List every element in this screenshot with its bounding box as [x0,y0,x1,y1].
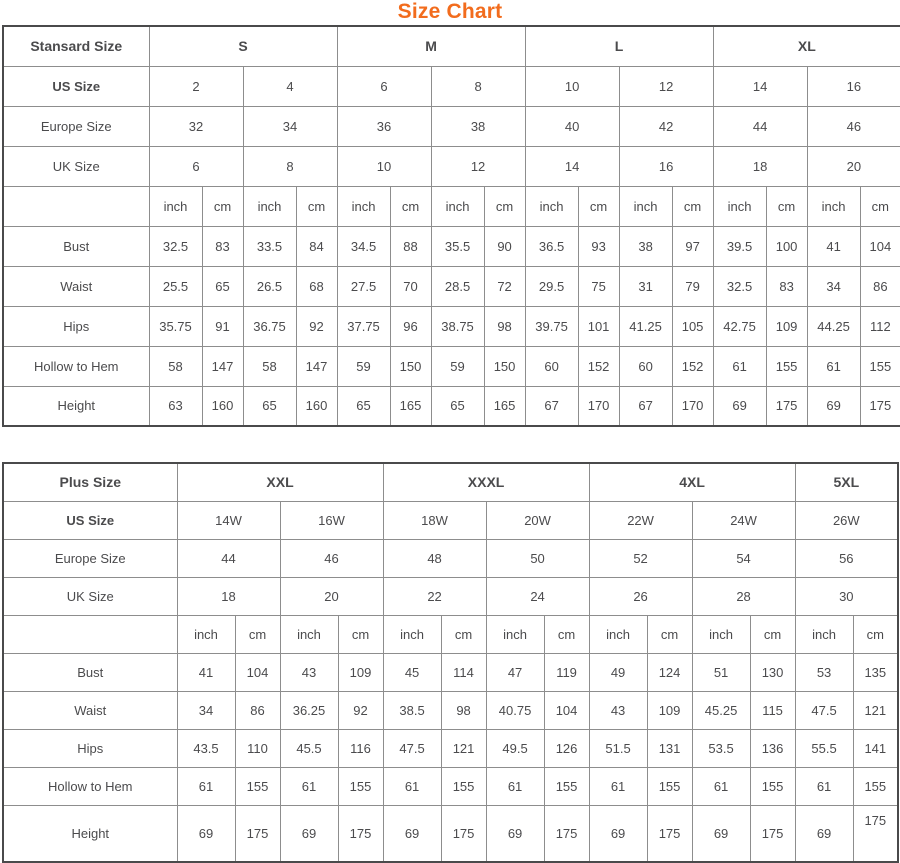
measure-value-cm: 101 [578,306,619,346]
size-value: 26 [589,577,692,615]
size-value: 14 [713,66,807,106]
measure-value-cm: 155 [860,346,900,386]
measure-value-cm: 93 [578,226,619,266]
measure-value-inch: 61 [692,767,750,805]
size-value: 12 [619,66,713,106]
measure-value-cm: 165 [484,386,525,426]
unit-label-inch: inch [807,186,860,226]
measure-value-cm: 121 [853,691,898,729]
unit-label-inch: inch [177,615,235,653]
measure-value-inch: 61 [280,767,338,805]
measure-value-inch: 69 [589,805,647,862]
size-value: 28 [692,577,795,615]
measure-value-inch: 67 [619,386,672,426]
measure-value-inch: 69 [383,805,441,862]
measure-value-inch: 51.5 [589,729,647,767]
size-value: 14W [177,501,280,539]
measure-value-inch: 59 [337,346,390,386]
measure-value-inch: 61 [486,767,544,805]
unit-label-inch: inch [149,186,202,226]
size-value: 22 [383,577,486,615]
unit-label-cm: cm [750,615,795,653]
row-label: Height [3,805,177,862]
size-row [3,577,898,615]
measure-value-inch: 49 [589,653,647,691]
measure-row [3,226,900,266]
measure-value-cm: 119 [544,653,589,691]
row-label: Hollow to Hem [3,346,149,386]
measure-value-inch: 40.75 [486,691,544,729]
size-value: 44 [713,106,807,146]
size-row [3,501,898,539]
measure-value-cm: 136 [750,729,795,767]
measure-value-cm: 121 [441,729,486,767]
measure-value-cm: 150 [390,346,431,386]
size-value: 18W [383,501,486,539]
size-value: 56 [795,539,898,577]
unit-label-inch: inch [713,186,766,226]
measure-value-cm: 155 [338,767,383,805]
measure-value-inch: 38 [619,226,672,266]
unit-label-inch: inch [431,186,484,226]
measure-value-cm: 97 [672,226,713,266]
measure-value-cm: 175 [750,805,795,862]
measure-value-inch: 69 [692,805,750,862]
size-group-label: XL [713,26,900,66]
unit-label-inch: inch [525,186,578,226]
unit-label-inch: inch [619,186,672,226]
unit-label-cm: cm [578,186,619,226]
size-value: 44 [177,539,280,577]
size-value: 32 [149,106,243,146]
measure-value-cm: 124 [647,653,692,691]
measure-value-cm: 104 [544,691,589,729]
size-value: 4 [243,66,337,106]
measure-value-inch: 60 [619,346,672,386]
measure-value-inch: 55.5 [795,729,853,767]
size-value: 54 [692,539,795,577]
unit-label-inch: inch [692,615,750,653]
measure-value-cm: 91 [202,306,243,346]
measure-row [3,691,898,729]
size-value: 8 [431,66,525,106]
measure-value-cm: 92 [296,306,337,346]
measure-value-cm: 75 [578,266,619,306]
measure-value-inch: 33.5 [243,226,296,266]
row-label: Waist [3,266,149,306]
measure-value-inch: 53 [795,653,853,691]
measure-value-cm: 109 [766,306,807,346]
measure-value-cm: 135 [853,653,898,691]
size-value: 40 [525,106,619,146]
measure-value-cm: 100 [766,226,807,266]
measure-value-cm: 86 [860,266,900,306]
measure-value-cm: 98 [484,306,525,346]
size-row [3,146,900,186]
measure-value-inch: 47 [486,653,544,691]
size-value: 2 [149,66,243,106]
unit-label-cm: cm [672,186,713,226]
row-label: Hollow to Hem [3,767,177,805]
measure-value-inch: 45 [383,653,441,691]
unit-label-inch: inch [795,615,853,653]
row-label: US Size [3,66,149,106]
unit-label-cm: cm [390,186,431,226]
measure-value-inch: 53.5 [692,729,750,767]
measure-value-cm: 114 [441,653,486,691]
measure-value-cm: 175 [647,805,692,862]
measure-value-cm: 68 [296,266,337,306]
measure-value-cm: 175 [235,805,280,862]
measure-value-cm: 72 [484,266,525,306]
size-value: 24 [486,577,589,615]
measure-value-inch: 36.75 [243,306,296,346]
size-group-label: 5XL [795,463,898,501]
measure-value-inch: 36.25 [280,691,338,729]
size-value: 18 [177,577,280,615]
measure-value-inch: 35.75 [149,306,202,346]
measure-value-inch: 51 [692,653,750,691]
measure-value-inch: 39.5 [713,226,766,266]
size-value: 42 [619,106,713,146]
measure-value-inch: 45.25 [692,691,750,729]
row-label: US Size [3,501,177,539]
measure-value-cm: 109 [647,691,692,729]
size-value: 46 [807,106,900,146]
size-group-label: M [337,26,525,66]
size-group-header-row [3,463,898,501]
size-value: 18 [713,146,807,186]
size-value: 16W [280,501,383,539]
measure-value-inch: 34 [177,691,235,729]
measure-value-cm: 70 [390,266,431,306]
size-value: 20W [486,501,589,539]
measure-row [3,386,900,426]
size-row [3,66,900,106]
size-group-label: 4XL [589,463,795,501]
measure-value-inch: 35.5 [431,226,484,266]
size-value: 10 [337,146,431,186]
measure-value-inch: 28.5 [431,266,484,306]
measure-value-cm: 175 [853,805,898,862]
unit-label-cm: cm [766,186,807,226]
measure-value-cm: 116 [338,729,383,767]
measure-value-inch: 58 [243,346,296,386]
measure-value-cm: 160 [202,386,243,426]
measure-value-cm: 104 [235,653,280,691]
unit-header-row [3,186,900,226]
size-value: 6 [149,146,243,186]
size-value: 16 [807,66,900,106]
measure-value-cm: 109 [338,653,383,691]
measure-value-inch: 69 [177,805,235,862]
size-value: 34 [243,106,337,146]
measure-value-inch: 67 [525,386,578,426]
measure-row [3,653,898,691]
corner-label: Plus Size [3,463,177,501]
measure-value-inch: 65 [431,386,484,426]
measure-value-inch: 41 [177,653,235,691]
size-group-label: L [525,26,713,66]
measure-value-inch: 38.75 [431,306,484,346]
measure-value-cm: 160 [296,386,337,426]
measure-value-inch: 59 [431,346,484,386]
measure-value-cm: 155 [544,767,589,805]
measure-value-cm: 175 [441,805,486,862]
measure-value-inch: 61 [795,767,853,805]
size-row [3,539,898,577]
measure-value-inch: 34.5 [337,226,390,266]
measure-value-inch: 61 [589,767,647,805]
measure-value-inch: 42.75 [713,306,766,346]
size-value: 52 [589,539,692,577]
measure-value-cm: 105 [672,306,713,346]
measure-value-cm: 155 [750,767,795,805]
unit-label-inch: inch [589,615,647,653]
measure-value-inch: 43.5 [177,729,235,767]
measure-value-cm: 155 [235,767,280,805]
row-label: UK Size [3,146,149,186]
unit-label-cm: cm [853,615,898,653]
measure-value-cm: 83 [202,226,243,266]
unit-label-inch: inch [486,615,544,653]
measure-value-cm: 175 [766,386,807,426]
measure-value-inch: 69 [486,805,544,862]
measure-value-cm: 112 [860,306,900,346]
measure-value-inch: 32.5 [149,226,202,266]
page-title: Size Chart [397,0,503,23]
measure-value-inch: 29.5 [525,266,578,306]
row-label: Bust [3,653,177,691]
measure-value-inch: 31 [619,266,672,306]
measure-value-inch: 26.5 [243,266,296,306]
measure-value-inch: 25.5 [149,266,202,306]
unit-label-cm: cm [235,615,280,653]
measure-value-cm: 141 [853,729,898,767]
size-value: 48 [383,539,486,577]
measure-value-cm: 155 [441,767,486,805]
measure-value-cm: 175 [860,386,900,426]
measure-value-cm: 79 [672,266,713,306]
measure-value-inch: 61 [713,346,766,386]
unit-label-inch: inch [280,615,338,653]
measure-value-inch: 58 [149,346,202,386]
unit-label-inch: inch [243,186,296,226]
size-group-label: XXXL [383,463,589,501]
size-value: 50 [486,539,589,577]
measure-value-cm: 155 [647,767,692,805]
size-value: 12 [431,146,525,186]
size-value: 10 [525,66,619,106]
measure-value-cm: 175 [338,805,383,862]
measure-value-cm: 150 [484,346,525,386]
size-group-header-row [3,26,900,66]
measure-value-inch: 39.75 [525,306,578,346]
size-value: 36 [337,106,431,146]
measure-value-cm: 155 [853,767,898,805]
measure-value-inch: 32.5 [713,266,766,306]
unit-label-cm: cm [544,615,589,653]
measure-value-inch: 34 [807,266,860,306]
row-label: UK Size [3,577,177,615]
measure-value-cm: 83 [766,266,807,306]
unit-label-cm: cm [441,615,486,653]
measure-value-cm: 104 [860,226,900,266]
measure-value-inch: 45.5 [280,729,338,767]
row-label: Hips [3,729,177,767]
measure-value-inch: 69 [713,386,766,426]
measure-value-inch: 43 [589,691,647,729]
measure-value-cm: 88 [390,226,431,266]
size-value: 26W [795,501,898,539]
measure-value-cm: 165 [390,386,431,426]
unit-label-inch: inch [383,615,441,653]
measure-value-cm: 152 [578,346,619,386]
measure-value-inch: 41.25 [619,306,672,346]
measure-value-inch: 49.5 [486,729,544,767]
row-label: Waist [3,691,177,729]
unit-label-inch: inch [337,186,390,226]
measure-value-inch: 69 [280,805,338,862]
measure-row [3,805,898,862]
measure-value-inch: 47.5 [795,691,853,729]
measure-value-inch: 60 [525,346,578,386]
corner-label: Stansard Size [3,26,149,66]
row-label: Height [3,386,149,426]
measure-value-cm: 130 [750,653,795,691]
plus-size-table [2,462,899,863]
measure-value-inch: 63 [149,386,202,426]
unit-label-cm: cm [860,186,900,226]
unit-label-cm: cm [338,615,383,653]
measure-value-cm: 152 [672,346,713,386]
measure-row [3,729,898,767]
unit-label-cm: cm [484,186,525,226]
row-label: Hips [3,306,149,346]
measure-value-cm: 155 [766,346,807,386]
unit-label-cm: cm [202,186,243,226]
measure-value-inch: 27.5 [337,266,390,306]
measure-value-cm: 110 [235,729,280,767]
measure-value-inch: 69 [807,386,860,426]
size-value: 6 [337,66,431,106]
row-label [3,186,149,226]
row-label: Bust [3,226,149,266]
size-group-label: S [149,26,337,66]
row-label: Europe Size [3,106,149,146]
measure-row [3,266,900,306]
measure-value-cm: 131 [647,729,692,767]
size-value: 46 [280,539,383,577]
measure-value-inch: 47.5 [383,729,441,767]
measure-value-cm: 92 [338,691,383,729]
measure-value-cm: 98 [441,691,486,729]
measure-value-cm: 115 [750,691,795,729]
measure-value-inch: 38.5 [383,691,441,729]
measure-row [3,767,898,805]
measure-value-cm: 147 [202,346,243,386]
row-label [3,615,177,653]
measure-value-inch: 65 [337,386,390,426]
standard-size-table [2,25,900,427]
unit-label-cm: cm [296,186,337,226]
measure-value-cm: 170 [672,386,713,426]
measure-value-inch: 61 [177,767,235,805]
measure-value-inch: 37.75 [337,306,390,346]
measure-value-cm: 86 [235,691,280,729]
measure-value-cm: 96 [390,306,431,346]
unit-label-cm: cm [647,615,692,653]
measure-value-inch: 61 [383,767,441,805]
measure-value-cm: 84 [296,226,337,266]
measure-value-inch: 65 [243,386,296,426]
size-group-label: XXL [177,463,383,501]
measure-value-cm: 170 [578,386,619,426]
row-label: Europe Size [3,539,177,577]
measure-value-cm: 65 [202,266,243,306]
size-value: 8 [243,146,337,186]
size-row [3,106,900,146]
size-value: 38 [431,106,525,146]
measure-value-inch: 41 [807,226,860,266]
measure-value-inch: 61 [807,346,860,386]
size-value: 24W [692,501,795,539]
measure-value-cm: 175 [544,805,589,862]
measure-value-cm: 126 [544,729,589,767]
size-value: 20 [280,577,383,615]
measure-value-inch: 36.5 [525,226,578,266]
measure-value-cm: 147 [296,346,337,386]
measure-row [3,306,900,346]
size-value: 16 [619,146,713,186]
size-value: 14 [525,146,619,186]
unit-header-row [3,615,898,653]
measure-value-inch: 44.25 [807,306,860,346]
measure-value-inch: 43 [280,653,338,691]
measure-value-cm: 90 [484,226,525,266]
size-value: 20 [807,146,900,186]
size-value: 30 [795,577,898,615]
measure-row [3,346,900,386]
measure-value-inch: 69 [795,805,853,862]
size-value: 22W [589,501,692,539]
